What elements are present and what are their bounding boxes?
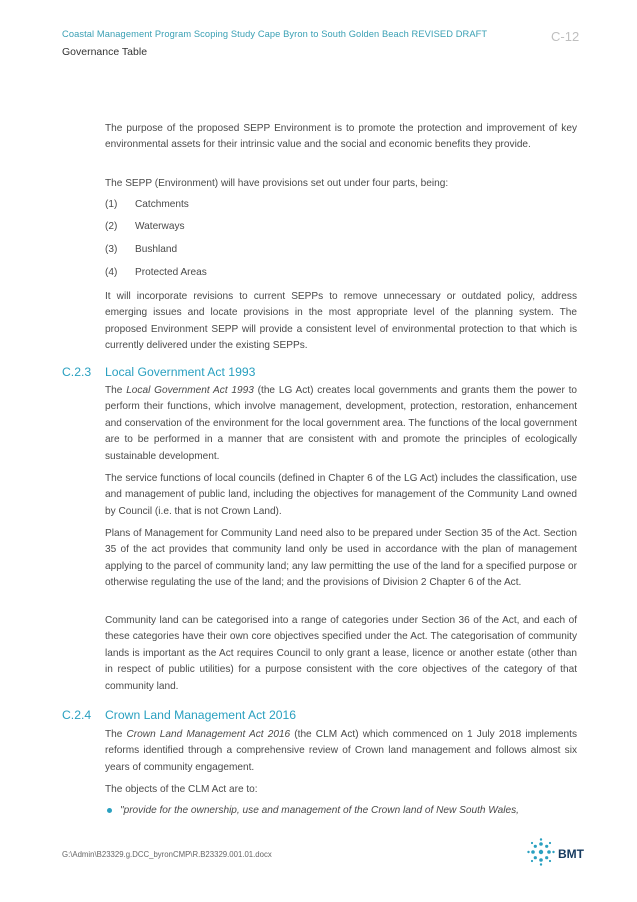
- intro-paragraph-1: The purpose of the proposed SEPP Environment is to promote the protection and improvement of key environmental assets for their intrinsic value and the social and economic benefits they provide.: [105, 123, 577, 151]
- footer-file-path: G:\Admin\B23329.g.DCC_byronCMP\R.B23329.001.01.docx: [62, 850, 272, 859]
- list-item: (1) Catchments: [105, 199, 189, 210]
- bullet-dot-icon: [107, 808, 112, 813]
- list-item: (4) Protected Areas: [105, 267, 207, 278]
- intro-paragraph-2: The SEPP (Environment) will have provisions set out under four parts, being:: [105, 178, 449, 189]
- lg-act-paragraph-4: Community land can be categorised into a range of categories under Section 36 of the Act, and each of these categories have their own core objectives specified under the Act. The categorisation of community lands is important as the Act requires Council to only grant a lease, licence or another estate (other than in respect of public utilities) for a purpose consistent with the core objectives of the category of that community land.: [105, 615, 577, 692]
- document-header-title: Coastal Management Program Scoping Study Cape Byron to South Golden Beach REVISED DRAFT: [62, 29, 488, 39]
- bmt-logo-text: BMT: [558, 847, 584, 861]
- clm-act-paragraph-1: The Crown Land Management Act 2016 (the CLM Act) which commenced on 1 July 2018 implements reforms identified through a comprehensive review of Crown land management and follows almost six years of community engagement.: [105, 729, 578, 773]
- list-item: (3) Bushland: [105, 244, 178, 255]
- lg-act-paragraph-2: The service functions of local councils (defined in Chapter 6 of the LG Act) includes the classification, use and management of public land, including the objectives for management of the Community Land owned by Council (i.e. that is not Crown Land).: [105, 473, 577, 517]
- page-number: C-12: [551, 29, 580, 44]
- section-heading-clm-act: C.2.4 Crown Land Management Act 2016: [62, 708, 297, 722]
- clm-act-paragraph-2: The objects of the CLM Act are to:: [105, 784, 258, 795]
- bullet-item: "provide for the ownership, use and management of the Crown land of New South Wales,: [107, 805, 519, 816]
- document-header-subtitle: Governance Table: [62, 46, 148, 58]
- lg-act-paragraph-3: Plans of Management for Community Land need also to be prepared under Section 35 of the Act. Section 35 of the act provides that community land only be used in accordance with the plan of management applying to the parcel of community land; any law permitting the use of the land for a specified purpose or otherwise regulating the use of the land; and the provisions of Division 2 Chapter 6 of the Act.: [105, 528, 577, 589]
- list-item: (2) Waterways: [105, 221, 185, 232]
- lg-act-paragraph-1: The Local Government Act 1993 (the LG Act) creates local governments and grants them the power to perform their functions, which involve management, development, protection, restoration, enhancement and conservation of the environment for the local government area. The functions of the local government are to be performed in a manner that are consistent with and promote the principles of ecologically sustainable development.: [105, 385, 578, 462]
- section-heading-lg-act: C.2.3 Local Government Act 1993: [62, 365, 256, 379]
- intro-paragraph-3: It will incorporate revisions to current SEPPs to remove unnecessary or outdated policy, address emerging issues and locate provisions in the most appropriate level of the planning system. The proposed Environment SEPP will provide a consistent level of environmental protection to that which is currently delivered under the existing SEPPs.: [105, 291, 577, 352]
